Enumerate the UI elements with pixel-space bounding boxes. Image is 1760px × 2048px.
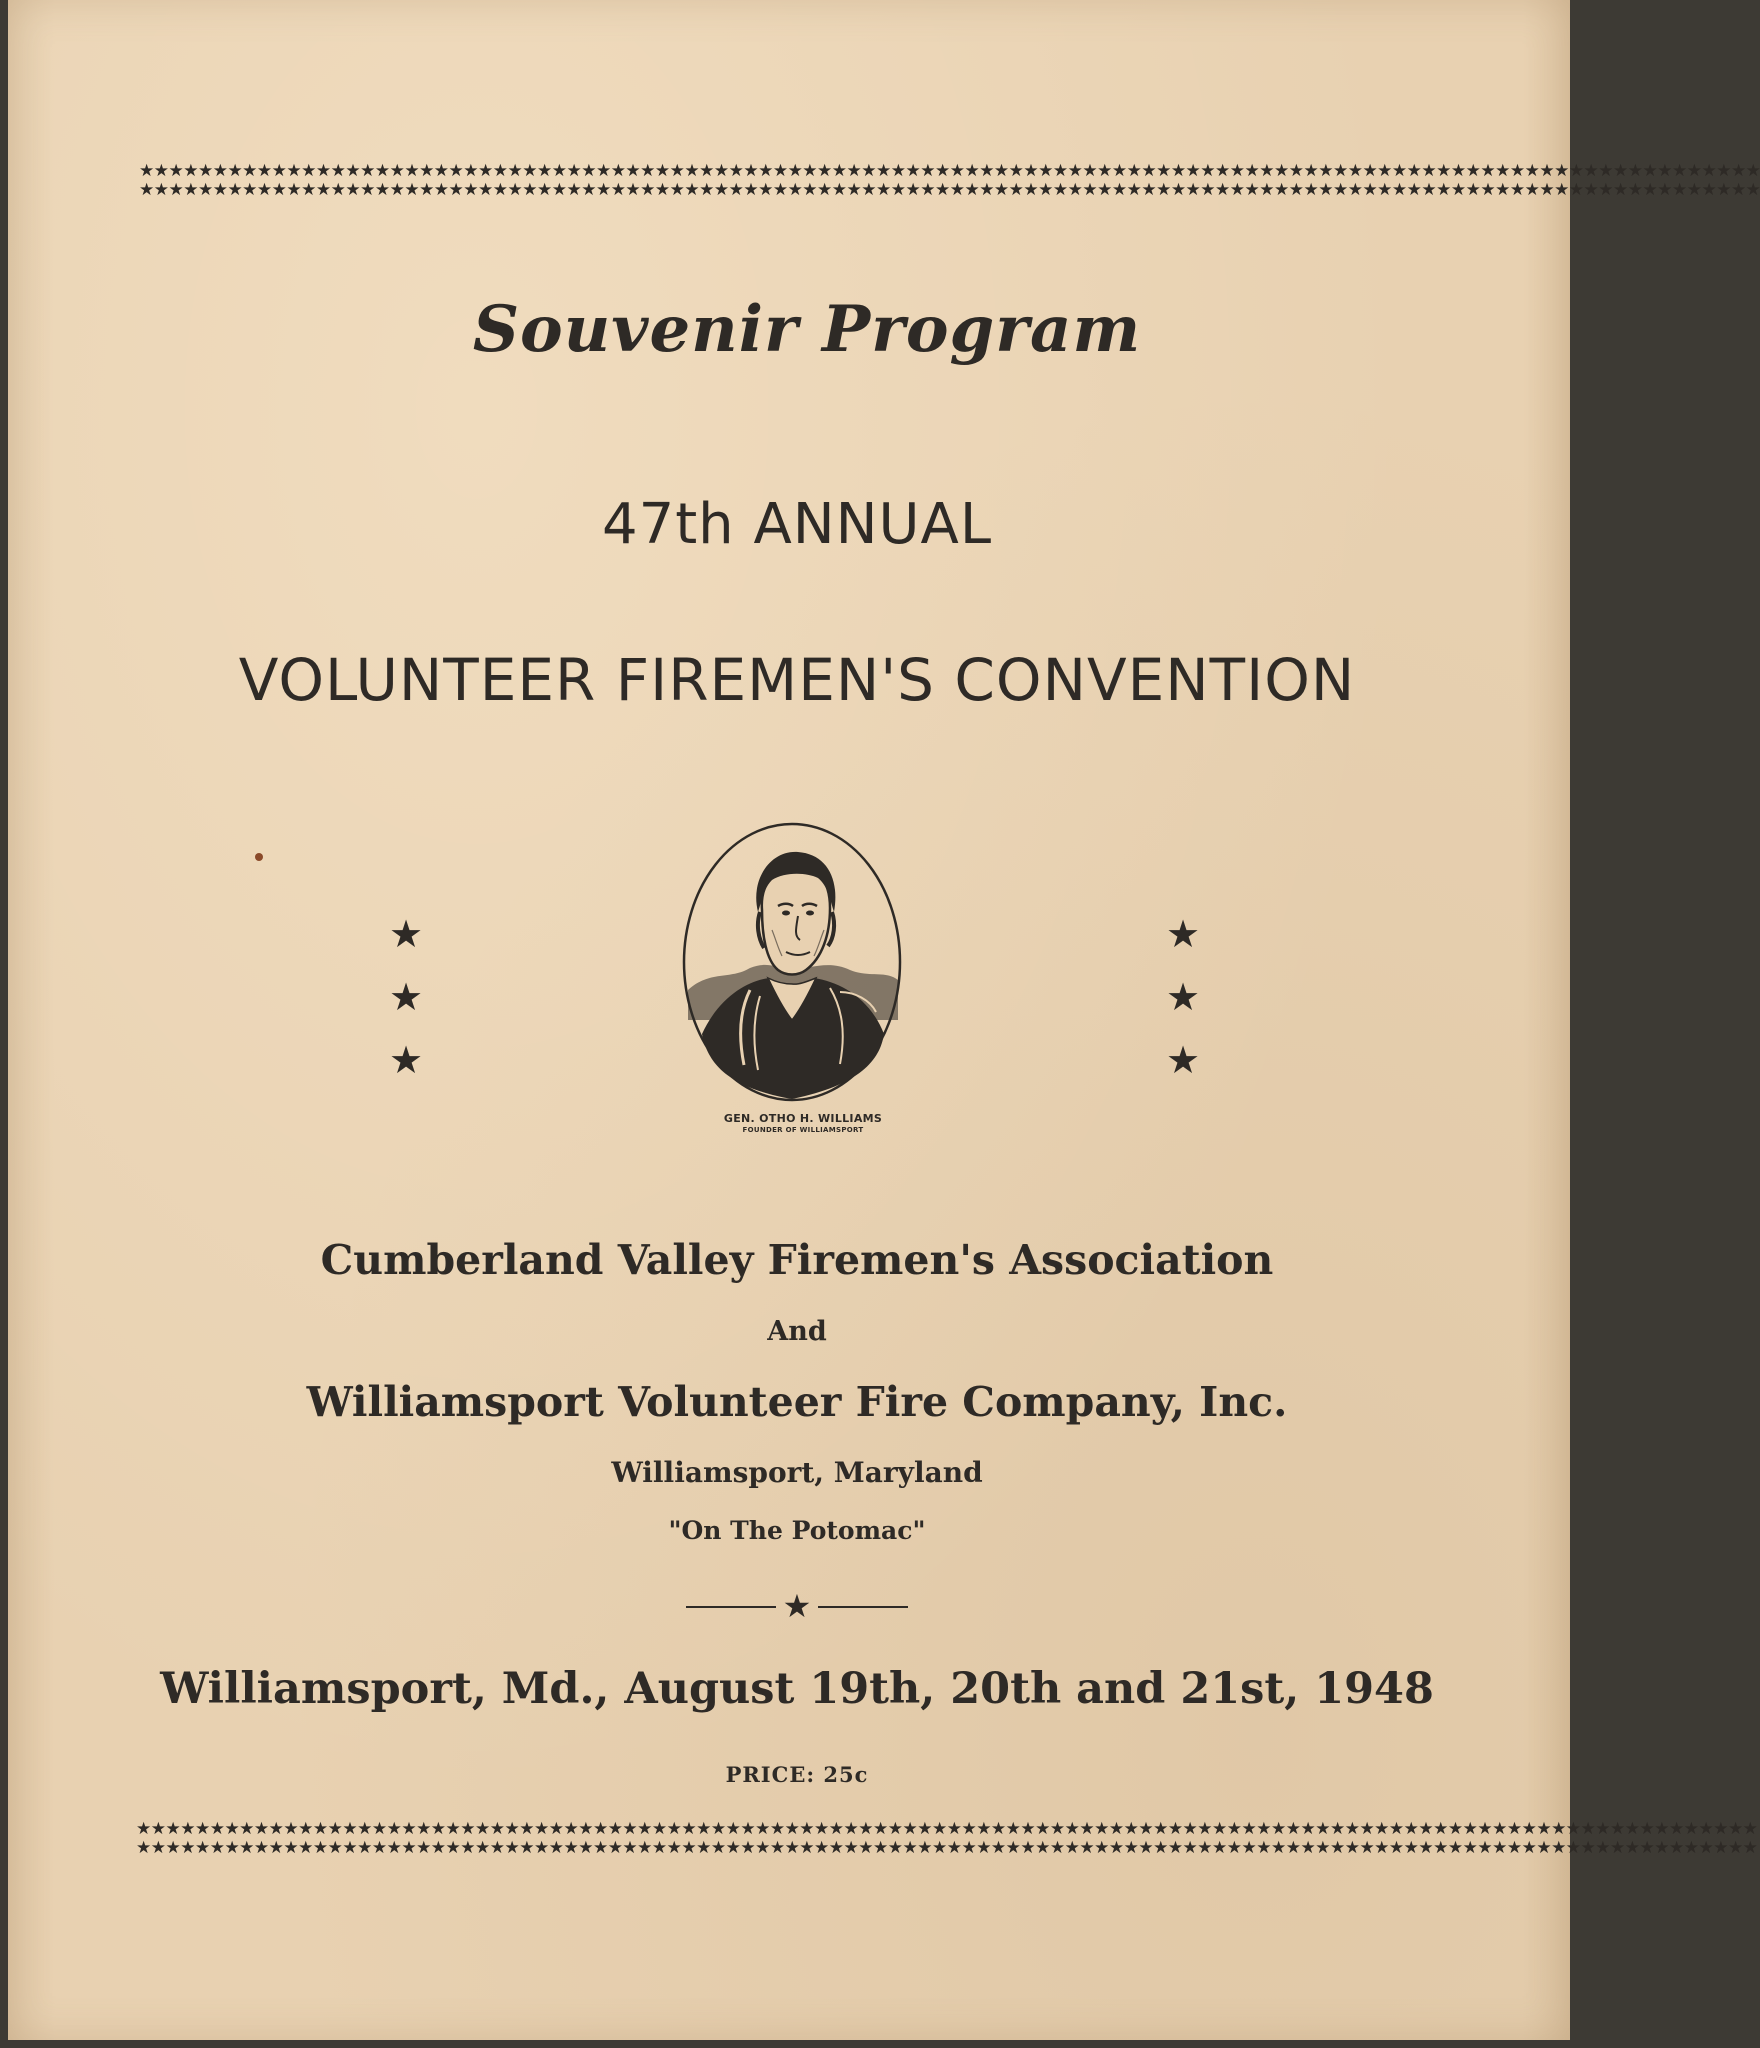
price: PRICE: 25c [725, 1762, 869, 1787]
star-icon: ★ [1165, 912, 1201, 956]
star-icon: ★ [388, 912, 424, 956]
divider-line [686, 1606, 776, 1608]
conjunction: And [767, 1316, 827, 1347]
star-border-row: ★★★★★★★★★★★★★★★★★★★★★★★★★★★★★★★★★★★★★★★★★★★★★★★★★★★★★★★★★★★★★★★★★★★★★★★★★★★★★★★★★★★★★★★★★★★★★★★★★★★★★★★★★★★★★★ [139, 161, 1760, 181]
location: Williamsport, Maryland [611, 1456, 983, 1489]
right-star-column [1153, 903, 1213, 1092]
event-dates: Williamsport, Md., August 19th, 20th and 21st, 1948 [160, 1664, 1434, 1714]
portrait-engraving-icon [680, 820, 905, 1104]
association-name: Cumberland Valley Firemen's Association [320, 1236, 1274, 1284]
left-star-column [376, 903, 436, 1092]
program-cover [8, 0, 1760, 2040]
paper-speck [255, 853, 263, 861]
star-icon: ★ [782, 1587, 812, 1625]
divider-line [818, 1606, 908, 1608]
star-border-row: ★★★★★★★★★★★★★★★★★★★★★★★★★★★★★★★★★★★★★★★★★★★★★★★★★★★★★★★★★★★★★★★★★★★★★★★★★★★★★★★★★★★★★★★★★★★★★★★★★★★★★★★★★★★★★★ [136, 1819, 1758, 1839]
star-icon: ★ [1165, 1038, 1201, 1082]
event-title: VOLUNTEER FIREMEN'S CONVENTION [238, 646, 1356, 714]
star-divider [686, 1587, 908, 1625]
bottom-star-border [136, 1819, 1758, 1858]
portrait-subcaption: FOUNDER OF WILLIAMSPORT [742, 1126, 864, 1134]
company-name: Williamsport Volunteer Fire Company, Inc. [306, 1378, 1288, 1426]
motto: "On The Potomac" [668, 1516, 926, 1545]
top-star-border [139, 161, 1760, 200]
program-header: Souvenir Program [472, 292, 1142, 367]
star-border-row: ★★★★★★★★★★★★★★★★★★★★★★★★★★★★★★★★★★★★★★★★★★★★★★★★★★★★★★★★★★★★★★★★★★★★★★★★★★★★★★★★★★★★★★★★★★★★★★★★★★★★★★★★★★★★★★ [136, 1838, 1758, 1858]
portrait-caption: GEN. OTHO H. WILLIAMS [723, 1112, 883, 1125]
star-icon: ★ [1165, 975, 1201, 1019]
edition-title: 47th ANNUAL [601, 492, 993, 557]
star-border-row: ★★★★★★★★★★★★★★★★★★★★★★★★★★★★★★★★★★★★★★★★★★★★★★★★★★★★★★★★★★★★★★★★★★★★★★★★★★★★★★★★★★★★★★★★★★★★★★★★★★★★★★★★★★★★★★ [139, 180, 1760, 200]
star-icon: ★ [388, 1038, 424, 1082]
star-icon: ★ [388, 975, 424, 1019]
